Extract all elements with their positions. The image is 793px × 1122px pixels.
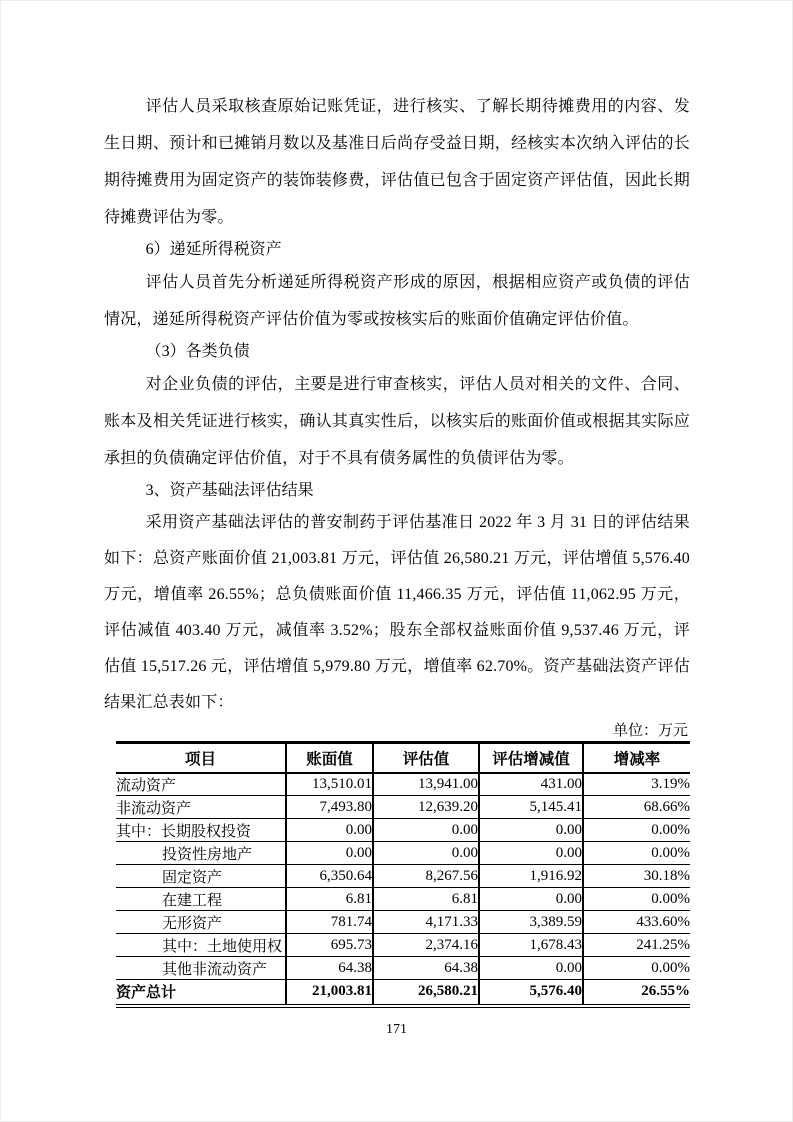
table-unit-label: 单位：万元 <box>612 723 688 739</box>
cell-change: 0.00 <box>479 819 583 842</box>
cell-change: 1,916.92 <box>479 865 583 888</box>
column-header-item: 项目 <box>116 743 286 773</box>
cell-change: 0.00 <box>479 957 583 980</box>
appraisal-summary-table <box>116 741 690 1008</box>
paragraph-asset-based-method-result: 采用资产基础法评估的普安制药于评估基准日 2022 年 3 月 31 日的评估结果如下：总资产账面价值 21,003.81 万元，评估值 26,580.21 万元，评估增值 5,576.40 万元，增值率 26.55%；总负债账面价值 11,466.35 万元，评估值 11,062.95 万元，评估减值 403.40 万元，减值率 3.52%；股东全部权益账面价值 9,537.46 万元，评估值 15,517.26 元，评估增值 5,979.80 万元，增值率 62.70%。资产基础法资产评估结果汇总表如下： <box>104 514 690 711</box>
cell-book-value: 695.73 <box>286 934 373 957</box>
row-label: 无形资产 <box>116 911 286 934</box>
cell-change-rate: 3.19% <box>583 773 690 796</box>
table-row <box>116 796 690 819</box>
cell-appraised: 0.00 <box>373 842 479 865</box>
table-row <box>116 865 690 888</box>
cell-appraised: 6.81 <box>373 888 479 911</box>
heading-asset-based-method-result: 3、资产基础法评估结果 <box>145 482 314 499</box>
row-label: 固定资产 <box>116 865 286 888</box>
table-row <box>116 819 690 842</box>
table-row <box>116 934 690 957</box>
table-row <box>116 957 690 980</box>
cell-book-value: 0.00 <box>286 842 373 865</box>
cell-appraised: 0.00 <box>373 819 479 842</box>
row-label: 其中：土地使用权 <box>116 934 286 957</box>
cell-change: 0.00 <box>479 888 583 911</box>
cell-appraised: 4,171.33 <box>373 911 479 934</box>
cell-book-value: 0.00 <box>286 819 373 842</box>
column-header-book-value: 账面值 <box>286 743 373 773</box>
row-label: 在建工程 <box>116 888 286 911</box>
cell-change-rate: 433.60% <box>583 911 690 934</box>
cell-change-rate: 26.55% <box>583 980 690 1006</box>
row-label: 流动资产 <box>116 773 286 796</box>
paragraph-liabilities: 对企业负债的评估，主要是进行审查核实，评估人员对相关的文件、合同、账本及相关凭证进行核实，确认其真实性后，以核实后的账面价值或根据其实际应承担的负债确定评估价值，对于不具有债务属性的负债评估为零。 <box>104 376 690 467</box>
table-header-row <box>116 743 690 773</box>
cell-change-rate: 0.00% <box>583 842 690 865</box>
table-row <box>116 842 690 865</box>
cell-change-rate: 0.00% <box>583 888 690 911</box>
column-header-appraised: 评估值 <box>373 743 479 773</box>
table-row <box>116 773 690 796</box>
cell-change: 3,389.59 <box>479 911 583 934</box>
row-label: 资产总计 <box>116 985 177 1002</box>
cell-book-value: 13,510.01 <box>286 773 373 796</box>
cell-appraised: 13,941.00 <box>373 773 479 796</box>
paragraph-deferred-tax-assets: 评估人员首先分析递延所得税资产形成的原因，根据相应资产或负债的评估情况，递延所得税资产评估价值为零或按核实后的账面价值确定评估价值。 <box>104 274 690 328</box>
cell-change-rate: 241.25% <box>583 934 690 957</box>
cell-change: 1,678.43 <box>479 934 583 957</box>
cell-book-value: 6.81 <box>286 888 373 911</box>
cell-change: 5,145.41 <box>479 796 583 819</box>
row-label: 非流动资产 <box>116 796 286 819</box>
cell-change-rate: 68.66% <box>583 796 690 819</box>
cell-change-rate: 30.18% <box>583 865 690 888</box>
row-label: 投资性房地产 <box>116 842 286 865</box>
cell-change-rate: 0.00% <box>583 957 690 980</box>
cell-change: 0.00 <box>479 842 583 865</box>
cell-change-rate: 0.00% <box>583 819 690 842</box>
cell-change: 431.00 <box>479 773 583 796</box>
cell-book-value: 64.38 <box>286 957 373 980</box>
paragraph-long-term-deferred-expense: 评估人员采取核查原始记账凭证，进行核实、了解长期待摊费用的内容、发生日期、预计和已摊销月数以及基准日后尚存受益日期，经核实本次纳入评估的长期待摊费用为固定资产的装饰装修费，评估值已包含于固定资产评估值，因此长期待摊费评估为零。 <box>104 98 690 226</box>
page-number: 171 <box>386 1022 407 1037</box>
row-label: 其中：长期股权投资 <box>116 819 286 842</box>
column-header-change: 评估增减值 <box>479 743 583 773</box>
cell-book-value: 21,003.81 <box>286 980 373 1006</box>
cell-book-value: 781.74 <box>286 911 373 934</box>
cell-appraised: 12,639.20 <box>373 796 479 819</box>
page-content <box>104 88 690 1008</box>
table-row-total <box>116 980 690 1006</box>
cell-appraised: 26,580.21 <box>373 980 479 1006</box>
cell-book-value: 7,493.80 <box>286 796 373 819</box>
cell-appraised: 2,374.16 <box>373 934 479 957</box>
table-row <box>116 888 690 911</box>
cell-change: 5,576.40 <box>479 980 583 1006</box>
cell-appraised: 64.38 <box>373 957 479 980</box>
table-row <box>116 911 690 934</box>
heading-liabilities: （3）各类负债 <box>145 343 250 360</box>
row-label: 其他非流动资产 <box>116 957 286 980</box>
heading-deferred-tax-assets: 6）递延所得税资产 <box>145 241 282 258</box>
cell-book-value: 6,350.64 <box>286 865 373 888</box>
column-header-change-rate: 增减率 <box>583 743 690 773</box>
cell-appraised: 8,267.56 <box>373 865 479 888</box>
